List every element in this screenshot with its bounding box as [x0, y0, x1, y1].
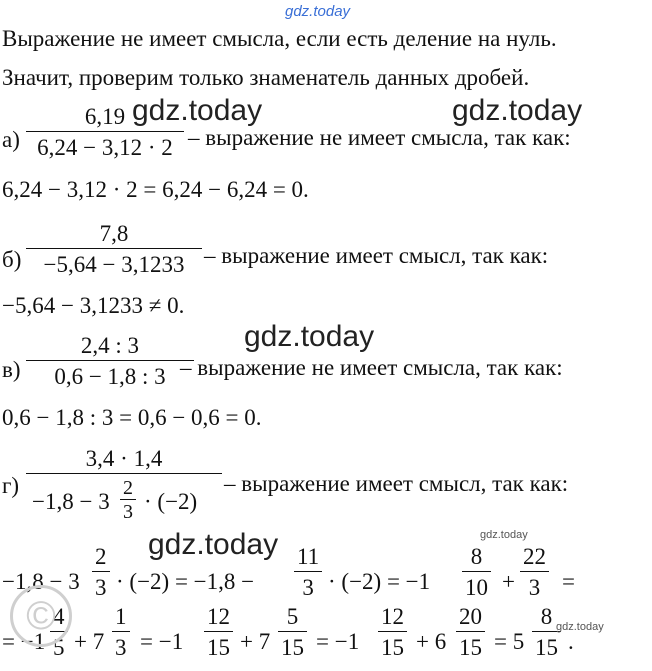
fraction-bar — [26, 131, 184, 132]
calc2-frac-6 — [456, 605, 485, 659]
calc1-frac-2-num: 11 — [297, 544, 320, 569]
calc2-frac-1-num: 4 — [53, 604, 65, 629]
calc1-frac-1-den: 3 — [95, 575, 107, 600]
calc2-part-6: + 6 — [416, 629, 447, 654]
calc2-frac-2-den: 3 — [115, 635, 127, 660]
calc2-frac-3-den: 15 — [207, 635, 230, 660]
item-a-check: 6,24 − 3,12 · 2 = 6,24 − 6,24 = 0. — [2, 177, 309, 202]
calc2-part-5: = −1 — [316, 629, 360, 654]
calc2-part-1: = −1 — [2, 629, 46, 654]
fraction-bar — [26, 248, 202, 249]
item-g-den-right: · (−2) — [144, 489, 198, 514]
item-a-marker: а) — [2, 127, 20, 152]
fraction-bar — [26, 360, 194, 361]
fraction-bar — [462, 571, 491, 572]
calc2-frac-4-num: 5 — [286, 604, 299, 629]
calc1-frac-2 — [294, 545, 322, 599]
intro-line-1: Выражение не имеет смысла, если есть деление на нуль. — [2, 26, 557, 51]
item-a-tail: – выражение не имеет смысла, так как: — [188, 125, 571, 150]
item-g-den-fraction-num: 2 — [123, 477, 133, 499]
fraction-bar — [120, 499, 136, 500]
calc1-frac-4-num: 22 — [523, 544, 546, 569]
item-v-denominator: 0,6 − 1,8 : 3 — [54, 364, 166, 389]
calc1-frac-4-den: 3 — [528, 575, 541, 600]
calc2-frac-2-num: 1 — [115, 604, 127, 629]
calc2-frac-6-den: 15 — [459, 635, 482, 660]
watermark-top: gdz.today — [285, 3, 351, 20]
item-b-fraction — [26, 222, 202, 276]
calc1-frac-1 — [92, 545, 110, 599]
calc1-frac-3-den: 10 — [465, 575, 488, 600]
item-v-check: 0,6 − 1,8 : 3 = 0,6 − 0,6 = 0. — [2, 405, 262, 430]
item-b-check: −5,64 − 3,1233 ≠ 0. — [2, 293, 185, 318]
item-g-denominator — [26, 477, 222, 523]
fraction-bar — [456, 631, 485, 632]
calc1-frac-3 — [462, 545, 491, 599]
item-b-marker: б) — [2, 247, 22, 272]
calc2-part-2: + 7 — [74, 629, 105, 654]
item-v-fraction — [26, 334, 194, 388]
item-g-den-fraction-den: 3 — [123, 501, 133, 523]
item-a-numerator: 6,19 — [84, 104, 126, 129]
calc1-part-4: + — [502, 569, 515, 594]
calc2-frac-3 — [204, 605, 233, 659]
watermark-6: gdz.today — [556, 621, 604, 633]
calc1-part-5: = — [562, 569, 575, 594]
calc2-part-4: + 7 — [240, 629, 271, 654]
fraction-bar — [112, 631, 130, 632]
item-b-numerator: 7,8 — [99, 221, 129, 246]
watermark-4: gdz.today — [148, 528, 279, 561]
item-g-fraction — [26, 446, 222, 523]
item-g-den-fraction — [120, 478, 136, 522]
calc1-frac-2-den: 3 — [302, 575, 314, 600]
calc2-part-7: = 5 — [494, 629, 525, 654]
calc1-frac-4 — [520, 545, 549, 599]
calc2-part-3: = −1 — [140, 629, 184, 654]
item-b-tail: – выражение имеет смысл, так как: — [204, 243, 549, 268]
calc2-frac-5-num: 12 — [381, 604, 404, 629]
fraction-bar — [520, 571, 549, 572]
calc2-part-8: . — [568, 629, 574, 654]
item-g-marker: г) — [2, 473, 20, 498]
calc2-frac-7-num: 8 — [540, 604, 553, 629]
calc2-frac-2 — [112, 605, 130, 659]
fraction-bar — [92, 571, 110, 572]
watermark-2: gdz.today — [452, 94, 583, 127]
item-v-numerator: 2,4 : 3 — [80, 333, 140, 358]
calc1-frac-3-num: 8 — [470, 544, 483, 569]
watermark-5: gdz.today — [480, 529, 528, 541]
calc2-frac-7-den: 15 — [535, 635, 558, 660]
calc2-frac-5-den: 15 — [381, 635, 404, 660]
item-a-denominator: 6,24 − 3,12 · 2 — [37, 135, 173, 160]
item-g-tail: – выражение имеет смысл, так как: — [224, 471, 569, 496]
calc2-frac-3-num: 12 — [207, 604, 230, 629]
intro-line-2: Значит, проверим только знаменатель данных дробей. — [2, 65, 530, 90]
item-b-denominator: −5,64 − 3,1233 — [43, 252, 185, 277]
item-g-den-left: −1,8 − 3 — [32, 489, 110, 514]
calc2-frac-5 — [378, 605, 407, 659]
calc1-part-3: · (−2) = −1 — [328, 569, 431, 594]
calc2-frac-4 — [278, 605, 307, 659]
fraction-bar — [294, 571, 322, 572]
item-g-numerator: 3,4 · 1,4 — [85, 446, 163, 471]
fraction-bar — [26, 473, 222, 474]
calc1-part-1: −1,8 − 3 — [2, 569, 80, 594]
calc2-frac-1-den: 5 — [53, 635, 65, 660]
copyright-icon: © — [10, 585, 72, 647]
fraction-bar — [378, 631, 407, 632]
calc2-frac-6-num: 20 — [459, 604, 482, 629]
calc1-frac-1-num: 2 — [95, 544, 107, 569]
fraction-bar — [204, 631, 233, 632]
watermark-3: gdz.today — [244, 320, 375, 353]
watermark-1: gdz.today — [132, 94, 263, 127]
item-v-tail: – выражение не имеет смысла, так как: — [180, 355, 563, 380]
fraction-bar — [278, 631, 307, 632]
item-v-marker: в) — [2, 357, 21, 382]
calc1-part-2: · (−2) = −1,8 − — [116, 569, 255, 594]
calc2-frac-4-den: 15 — [281, 635, 304, 660]
